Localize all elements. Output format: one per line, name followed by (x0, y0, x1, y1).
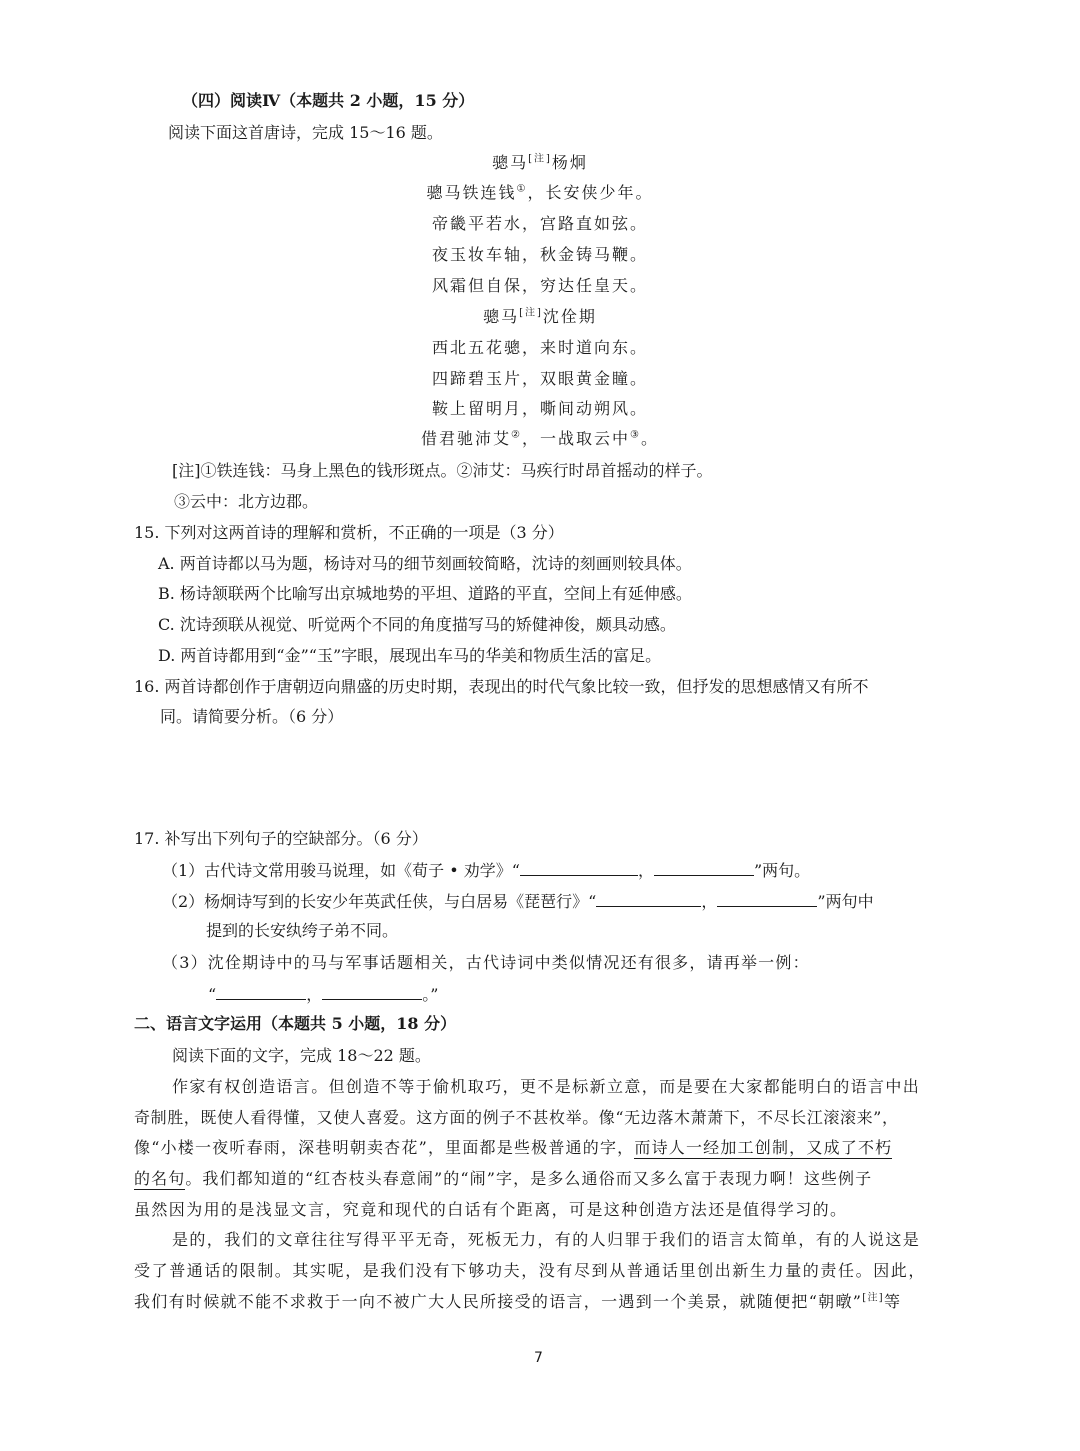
fill-in-line-2-cont: 提到的长安纨绔子弟不同。 (206, 921, 399, 940)
poem1-line: 骢马铁连钱①，长安侠少年。 (426, 183, 654, 202)
question-16-stem-cont: 同。请简要分析。（6 分） (160, 707, 344, 726)
answer-blank[interactable] (322, 983, 422, 1000)
poem1-line: 夜玉妆车轴，秋金铸马鞭。 (431, 245, 648, 264)
answer-blank[interactable] (717, 890, 817, 907)
question-15-stem: 15. 下列对这两首诗的理解和赏析，不正确的一项是（3 分） (134, 523, 564, 542)
note-line: [注]①铁连钱：马身上黑色的钱形斑点。②沛艾：马疾行时昂首摇动的样子。 (172, 461, 713, 480)
passage-line: 奇制胜，既使人看得懂，又使人喜爱。这方面的例子不甚枚举。像“无边落木萧萧下，不尽长江滚滚来”， (134, 1108, 899, 1127)
passage-line: 像“小楼一夜听春雨，深巷明朝卖杏花”，里面都是些极普通的字，而诗人一经加工创制，又成了不朽 (134, 1138, 893, 1157)
poem2-title: 骢马[注]沈佺期 (483, 307, 597, 326)
part2-intro: 阅读下面的文字，完成 18～22 题。 (172, 1046, 431, 1065)
question-16-stem: 16. 两首诗都创作于唐朝迈向鼎盛的历史时期，表现出的时代气象比较一致，但抒发的思想感情又有所不 (134, 677, 869, 696)
answer-blank[interactable] (654, 859, 754, 876)
section-heading: （四）阅读Ⅳ（本题共 2 小题，15 分） (182, 91, 475, 110)
poem2-line: 鞍上留明月，嘶间动朔风。 (431, 399, 648, 418)
passage-line: 的名句。我们都知道的“红杏枝头春意闹”的“闹”字，是多么通俗而又多么富于表现力啊！这些例子 (134, 1169, 873, 1188)
answer-blank[interactable] (216, 983, 306, 1000)
question-17-stem: 17. 补写出下列句子的空缺部分。（6 分） (134, 829, 428, 848)
part2-heading: 二、语言文字运用（本题共 5 小题，18 分） (134, 1014, 457, 1033)
passage-line: 作家有权创造语言。但创造不等于偷机取巧，更不是标新立意，而是要在大家都能明白的语言中出 (172, 1077, 921, 1096)
option-d: D. 两首诗都用到“金”“玉”字眼，展现出车马的华美和物质生活的富足。 (158, 646, 662, 665)
fill-in-line-1: （1）古代诗文常用骏马说理，如《荀子 • 劝学》“ ， ”两句。 (162, 861, 811, 880)
poem1-line: 风霜但自保，穷达任皇天。 (431, 276, 648, 295)
note-line: ③云中：北方边郡。 (174, 492, 319, 511)
section-intro: 阅读下面这首唐诗，完成 15～16 题。 (168, 123, 443, 142)
answer-blank[interactable] (596, 890, 701, 907)
poem1-title: 骢马[注]杨炯 (492, 153, 588, 172)
passage-line: 受了普通话的限制。其实呢，是我们没有下够功夫，没有尽到从普通话里创出新生力量的责任。因此， (134, 1261, 927, 1280)
page-number: 7 (534, 1350, 543, 1366)
passage-line: 是的，我们的文章往往写得平平无奇，死板无力，有的人归罪于我们的语言太简单，有的人说这是 (172, 1230, 921, 1249)
fill-in-line-3: （3）沈佺期诗中的马与军事话题相关，古代诗词中类似情况还有很多，请再举一例： (162, 953, 810, 972)
poem2-line: 借君驰沛艾②，一战取云中③。 (421, 429, 659, 448)
fill-in-line-3-cont: “ ， 。” (208, 985, 439, 1004)
underlined-sentence: 的名句 (134, 1169, 186, 1188)
underlined-sentence: 而诗人一经加工创制，又成了不朽 (634, 1138, 893, 1157)
option-c: C. 沈诗颈联从视觉、听觉两个不同的角度描写马的矫健神俊，颇具动感。 (158, 615, 676, 634)
poem2-line: 西北五花骢，来时道向东。 (431, 338, 648, 357)
poem2-line: 四蹄碧玉片，双眼黄金瞳。 (431, 369, 648, 388)
fill-in-line-2: （2）杨炯诗写到的长安少年英武任侠，与白居易《琵琶行》“ ， ”两句中 (162, 892, 874, 911)
option-b: B. 杨诗颔联两个比喻写出京城地势的平坦、道路的平直，空间上有延伸感。 (158, 584, 692, 603)
poem1-line: 帝畿平若水，宫路直如弦。 (431, 214, 648, 233)
answer-blank[interactable] (520, 859, 638, 876)
option-a: A. 两首诗都以马为题，杨诗对马的细节刻画较简略，沈诗的刻画则较具体。 (158, 554, 692, 573)
passage-line: 虽然因为用的是浅显文言，究竟和现代的白话有个距离，可是这种创造方法还是值得学习的。 (134, 1200, 848, 1219)
passage-line: 我们有时候就不能不求救于一向不被广大人民所接受的语言，一遇到一个美景，就随便把“朝暾”[注]等 (134, 1292, 902, 1311)
